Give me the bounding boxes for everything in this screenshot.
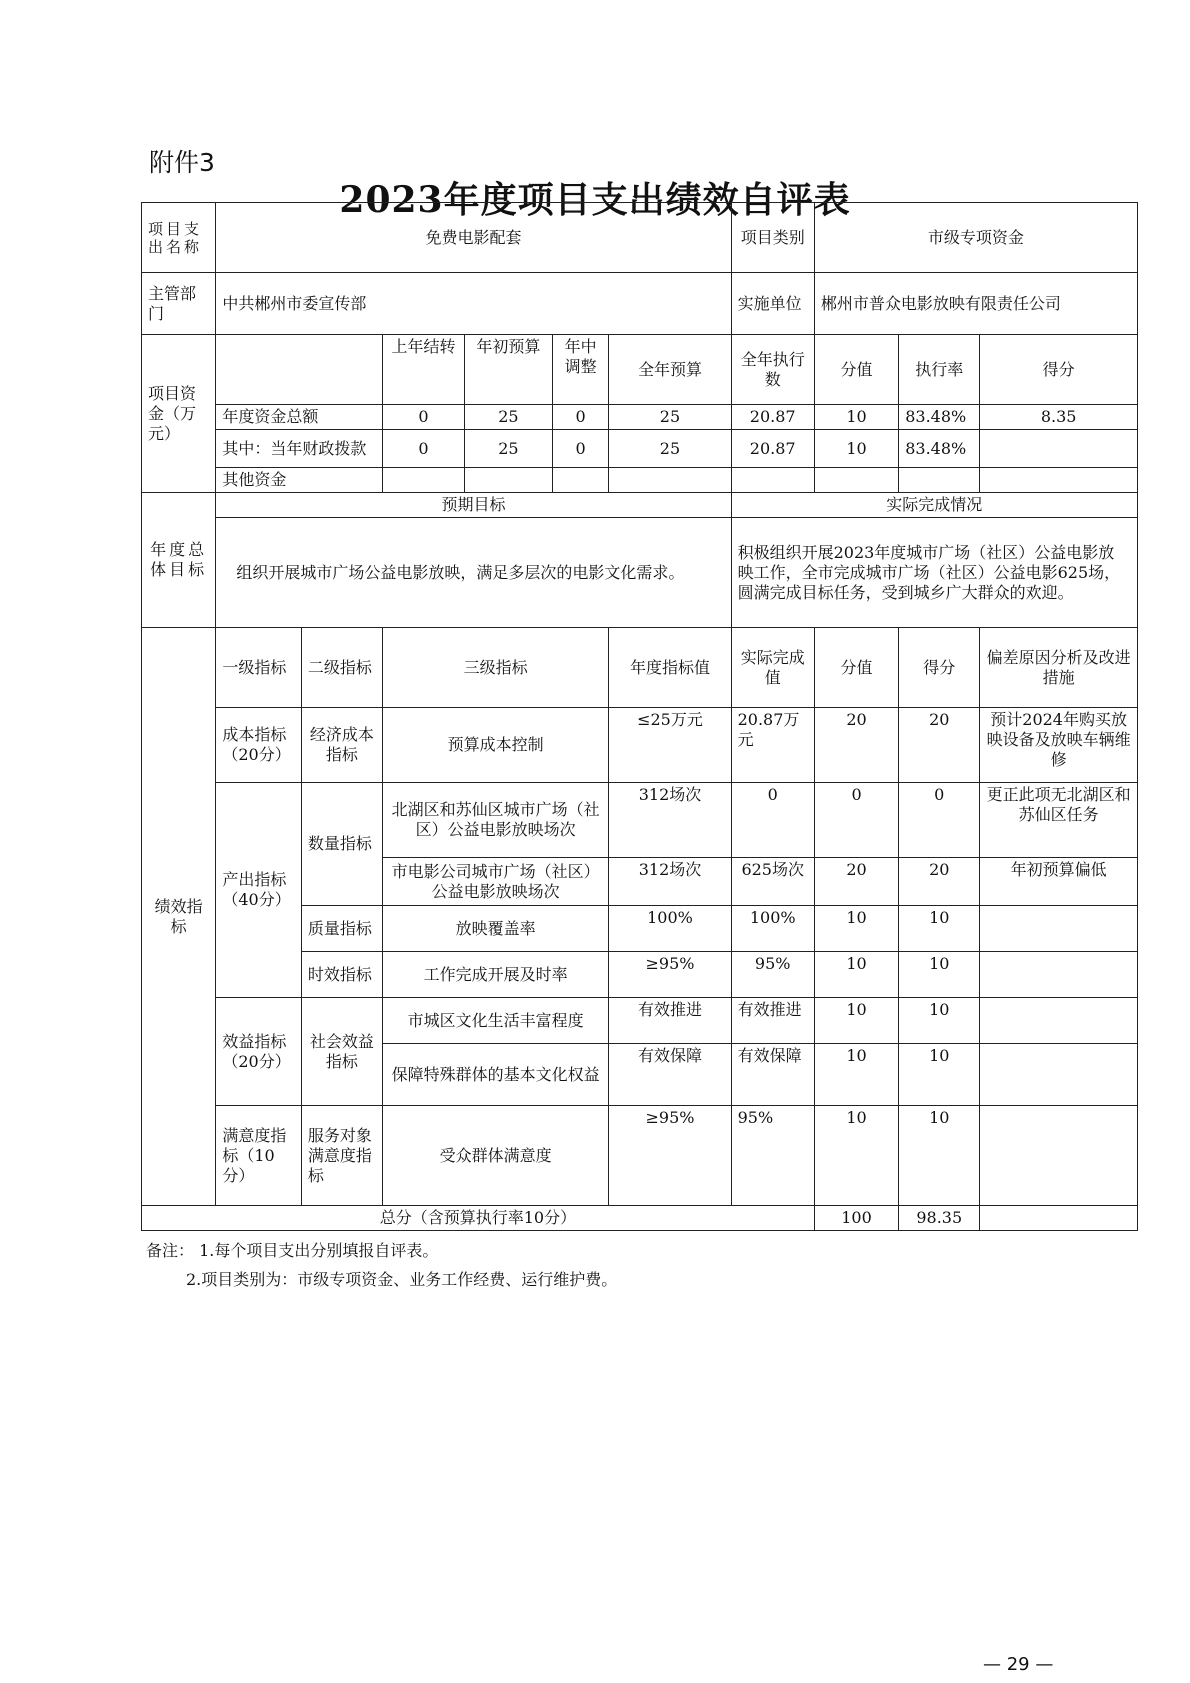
funds-cell: 10 <box>814 430 898 468</box>
indicator-col-header: 分值 <box>814 628 898 708</box>
funds-row-label: 年度资金总额 <box>216 405 383 430</box>
actual-value: 20.87万元 <box>731 708 814 783</box>
expected-goal-header: 预期目标 <box>216 493 731 518</box>
score-value: 10 <box>899 906 980 952</box>
total-label: 总分（含预算执行率10分） <box>142 1206 815 1231</box>
indicators-label: 绩效指标 <box>142 628 216 1206</box>
points-value: 10 <box>814 1106 898 1206</box>
points-value: 10 <box>814 1044 898 1106</box>
funds-cell <box>552 468 609 493</box>
funds-cell: 0 <box>382 430 464 468</box>
level3-indicator: 工作完成开展及时率 <box>382 952 608 998</box>
level2-indicator: 社会效益指标 <box>301 998 382 1106</box>
indicator-row <box>142 783 1138 858</box>
level2-indicator: 质量指标 <box>301 906 382 952</box>
unit-name: 郴州市普众电影放映有限责任公司 <box>814 273 1137 335</box>
actual-value: 100% <box>731 906 814 952</box>
deviation-reason: 预计2024年购买放映设备及放映车辆维修 <box>980 708 1138 783</box>
total-points: 100 <box>814 1206 898 1231</box>
total-score: 98.35 <box>899 1206 980 1231</box>
project-type-label: 项目类别 <box>731 203 814 273</box>
attachment-label: 附件3 <box>149 148 215 177</box>
points-value: 20 <box>814 708 898 783</box>
funds-row <box>142 468 1138 493</box>
funds-cell: 10 <box>814 405 898 430</box>
funds-cell: 25 <box>465 405 553 430</box>
actual-value: 有效保障 <box>731 1044 814 1106</box>
document-title: 2023年度项目支出绩效自评表 <box>339 179 851 221</box>
score-value: 20 <box>899 708 980 783</box>
level3-indicator: 北湖区和苏仙区城市广场（社区）公益电影放映场次 <box>382 783 608 858</box>
funds-label: 项目资金（万元） <box>142 335 216 493</box>
level2-indicator: 时效指标 <box>301 952 382 998</box>
project-name-row <box>142 203 1138 273</box>
funds-cell: 25 <box>465 430 553 468</box>
actual-value: 625场次 <box>731 858 814 906</box>
funds-cell: 25 <box>609 430 731 468</box>
level2-indicator: 经济成本指标 <box>301 708 382 783</box>
score-value: 0 <box>899 783 980 858</box>
funds-cell <box>731 468 814 493</box>
funds-cell <box>899 468 980 493</box>
points-value: 0 <box>814 783 898 858</box>
funds-cell: 0 <box>382 405 464 430</box>
deviation-reason <box>980 906 1138 952</box>
funds-row-label: 其中：当年财政拨款 <box>216 430 383 468</box>
expected-goal-text: 组织开展城市广场公益电影放映，满足多层次的电影文化需求。 <box>216 518 731 628</box>
funds-cell <box>814 468 898 493</box>
points-value: 20 <box>814 858 898 906</box>
level2-indicator: 数量指标 <box>301 783 382 906</box>
funds-cell: 8.35 <box>980 405 1138 430</box>
indicator-col-header: 一级指标 <box>216 628 301 708</box>
unit-label: 实施单位 <box>731 273 814 335</box>
level1-indicator: 产出指标（40分） <box>216 783 301 998</box>
funds-cell <box>382 468 464 493</box>
project-name: 免费电影配套 <box>216 203 731 273</box>
points-value: 10 <box>814 906 898 952</box>
level2-indicator: 服务对象满意度指标 <box>301 1106 382 1206</box>
level3-indicator: 预算成本控制 <box>382 708 608 783</box>
level3-indicator: 市城区文化生活丰富程度 <box>382 998 608 1044</box>
funds-col-header: 全年预算 <box>609 335 731 405</box>
score-value: 10 <box>899 1044 980 1106</box>
target-value: 100% <box>609 906 731 952</box>
level1-indicator: 满意度指标（10分） <box>216 1106 301 1206</box>
target-value: 有效保障 <box>609 1044 731 1106</box>
target-value: 312场次 <box>609 783 731 858</box>
actual-value: 95% <box>731 952 814 998</box>
indicator-row <box>142 998 1138 1044</box>
total-blank <box>980 1206 1138 1231</box>
dept-name: 中共郴州市委宣传部 <box>216 273 731 335</box>
deviation-reason <box>980 1106 1138 1206</box>
level3-indicator: 放映覆盖率 <box>382 906 608 952</box>
funds-col-header: 得分 <box>980 335 1138 405</box>
points-value: 10 <box>814 952 898 998</box>
total-row <box>142 1206 1138 1231</box>
actual-value: 95% <box>731 1106 814 1206</box>
funds-cell: 0 <box>552 405 609 430</box>
deviation-reason <box>980 1044 1138 1106</box>
funds-cell: 25 <box>609 405 731 430</box>
funds-cell: 83.48% <box>899 430 980 468</box>
indicator-col-header: 二级指标 <box>301 628 382 708</box>
note-line-1: 备注： 1.每个项目支出分别填报自评表。 <box>146 1241 439 1260</box>
score-value: 10 <box>899 998 980 1044</box>
goals-header-row <box>142 493 1138 518</box>
funds-cell: 0 <box>552 430 609 468</box>
target-value: ≥95% <box>609 952 731 998</box>
funds-row-label: 其他资金 <box>216 468 383 493</box>
level1-indicator: 效益指标（20分） <box>216 998 301 1106</box>
actual-value: 0 <box>731 783 814 858</box>
project-type: 市级专项资金 <box>814 203 1137 273</box>
indicator-col-header: 偏差原因分析及改进措施 <box>980 628 1138 708</box>
points-value: 10 <box>814 998 898 1044</box>
indicator-row <box>142 708 1138 783</box>
deviation-reason <box>980 952 1138 998</box>
funds-corner <box>216 335 383 405</box>
funds-cell: 20.87 <box>731 405 814 430</box>
funds-cell: 83.48% <box>899 405 980 430</box>
level3-indicator: 市电影公司城市广场（社区） 公益电影放映场次 <box>382 858 608 906</box>
funds-cell <box>609 468 731 493</box>
score-value: 10 <box>899 952 980 998</box>
indicator-col-header: 实际完成值 <box>731 628 814 708</box>
indicator-header-row <box>142 628 1138 708</box>
indicator-col-header: 年度指标值 <box>609 628 731 708</box>
goals-row <box>142 518 1138 628</box>
score-value: 10 <box>899 1106 980 1206</box>
project-name-label: 项目支出名称 <box>142 203 216 273</box>
funds-cell <box>980 430 1138 468</box>
funds-header-row <box>142 335 1138 405</box>
funds-col-header: 分值 <box>814 335 898 405</box>
level1-indicator: 成本指标（20分） <box>216 708 301 783</box>
actual-goal-text: 积极组织开展2023年度城市广场（社区）公益电影放 映工作，全市完成城市广场（社区）公益电影625场， 圆满完成目标任务，受到城乡广大群众的欢迎。 <box>731 518 1137 628</box>
funds-col-header: 年中调整 <box>552 335 609 405</box>
target-value: 312场次 <box>609 858 731 906</box>
funds-col-header: 执行率 <box>899 335 980 405</box>
deviation-reason: 更正此项无北湖区和苏仙区任务 <box>980 783 1138 858</box>
level3-indicator: 受众群体满意度 <box>382 1106 608 1206</box>
score-value: 20 <box>899 858 980 906</box>
actual-goal-header: 实际完成情况 <box>731 493 1137 518</box>
deviation-reason: 年初预算偏低 <box>980 858 1138 906</box>
funds-row <box>142 430 1138 468</box>
department-row <box>142 273 1138 335</box>
evaluation-table <box>141 202 1138 1231</box>
target-value: ≥95% <box>609 1106 731 1206</box>
actual-value: 有效推进 <box>731 998 814 1044</box>
funds-col-header: 上年结转 <box>382 335 464 405</box>
level3-indicator: 保障特殊群体的基本文化权益 <box>382 1044 608 1106</box>
goals-label: 年度总体目标 <box>142 493 216 628</box>
deviation-reason <box>980 998 1138 1044</box>
funds-col-header: 全年执行数 <box>731 335 814 405</box>
page-number: — 29 — <box>983 1654 1054 1675</box>
note-line-2: 2.项目类别为：市级专项资金、业务工作经费、运行维护费。 <box>186 1270 618 1289</box>
funds-col-header: 年初预算 <box>465 335 553 405</box>
funds-cell <box>465 468 553 493</box>
indicator-col-header: 得分 <box>899 628 980 708</box>
target-value: 有效推进 <box>609 998 731 1044</box>
indicator-col-header: 三级指标 <box>382 628 608 708</box>
funds-cell <box>980 468 1138 493</box>
funds-cell: 20.87 <box>731 430 814 468</box>
target-value: ≤25万元 <box>609 708 731 783</box>
dept-label: 主管部门 <box>142 273 216 335</box>
indicator-row <box>142 1106 1138 1206</box>
funds-row <box>142 405 1138 430</box>
